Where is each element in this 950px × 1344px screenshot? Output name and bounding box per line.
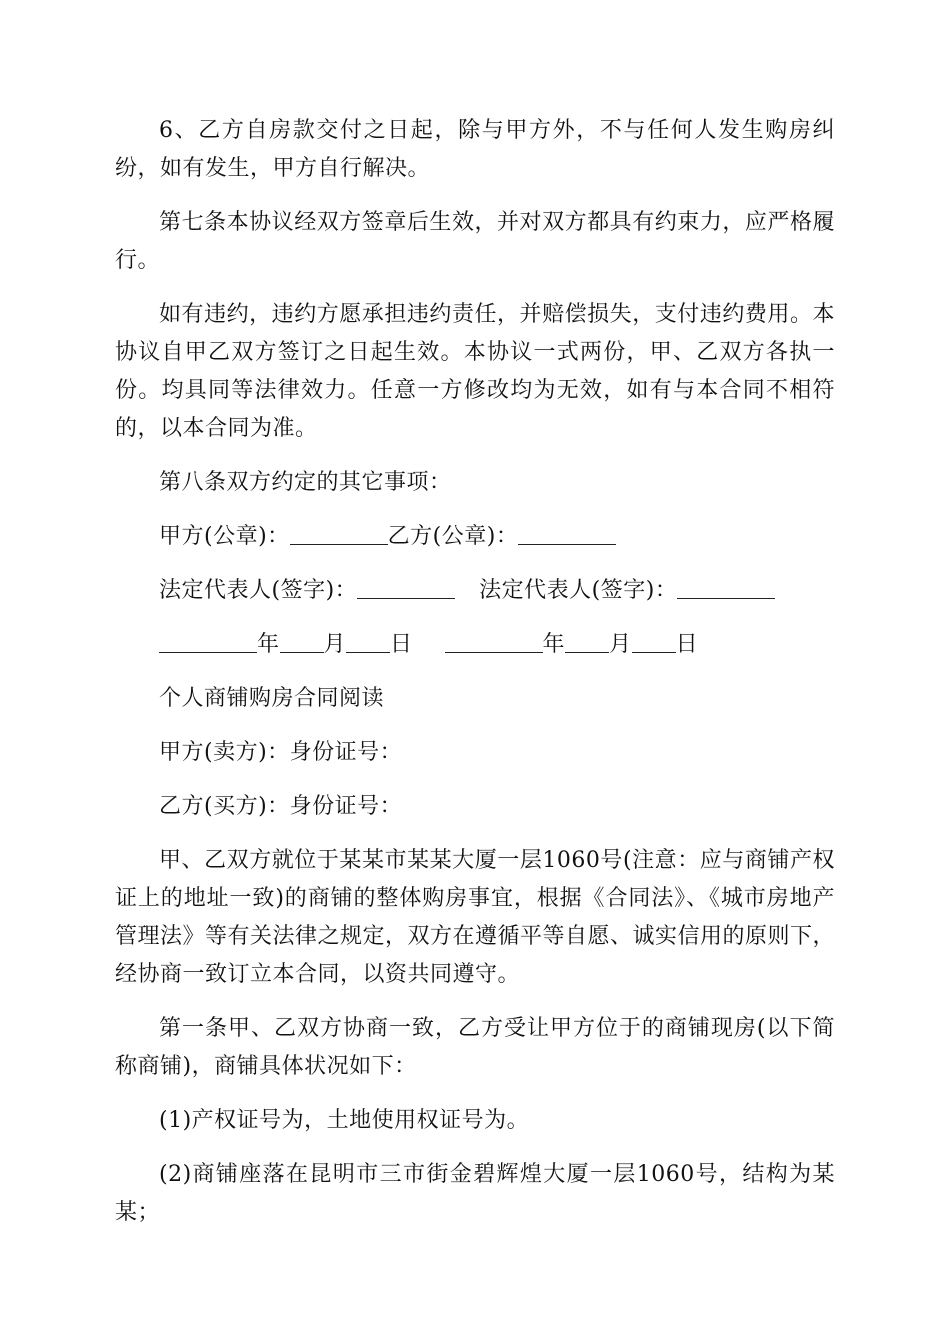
date-a-year-label: 年 [257, 632, 280, 657]
party-a-seal-label: 甲方(公章)： [159, 524, 290, 549]
date-b-day-blank [632, 630, 676, 653]
date-a-month-label: 月 [323, 632, 347, 657]
party-a-rep-label: 法定代表人(签字)： [159, 578, 358, 603]
paragraph-article-7: 第七条本协议经双方签章后生效，并对双方都具有约束力，应严格履行。 [115, 210, 835, 273]
paragraph-article-8: 第八条双方约定的其它事项： [159, 470, 452, 495]
party-a-seal-blank [290, 522, 388, 545]
seal-line [115, 518, 835, 556]
party-b-seal-blank [518, 522, 616, 545]
party-b-rep-label: 法定代表人(签字)： [479, 578, 678, 603]
date-b-year-label: 年 [542, 632, 566, 657]
date-a-day-label: 日 [390, 632, 413, 657]
date-b-day-label: 日 [675, 632, 699, 657]
date-a-month-blank [280, 630, 324, 653]
date-a-year-blank [159, 630, 257, 653]
paragraph-breach: 如有违约，违约方愿承担违约责任，并赔偿损失，支付违约费用。本协议自甲乙双方签订之日起生效。本协议一式两份，甲、乙双方各执一份。均具同等法律效力。任意一方修改均为无效，如有与本合同不相符的，以本合同为准。 [115, 302, 835, 441]
paragraph-clause-6: 6、乙方自房款交付之日起，除与甲方外，不与任何人发生购房纠纷，如有发生，甲方自行解决。 [115, 118, 835, 181]
section-title: 个人商铺购房合同阅读 [159, 686, 385, 711]
date-b-month-blank [565, 630, 609, 653]
party-a-rep-blank [357, 576, 455, 599]
document-body [115, 112, 835, 1232]
date-a-day-blank [346, 630, 390, 653]
date-line [115, 626, 835, 664]
date-b-year-blank [445, 630, 543, 653]
party-b-seal-label: 乙方(公章)： [387, 524, 519, 549]
paragraph-article-1: 第一条甲、乙双方协商一致，乙方受让甲方位于的商铺现房(以下简称商铺)，商铺具体状况如下： [115, 1016, 835, 1079]
representative-line [115, 572, 835, 610]
paragraph-preamble: 甲、乙双方就位于某某市某某大厦一层1060号(注意：应与商铺产权证上的地址一致)的商铺的整体购房事宜，根据《合同法》、《城市房地产管理法》等有关法律之规定，双方在遵循平等自愿、诚实信用的原则下，经协商一致订立本合同，以资共同遵守。 [115, 848, 836, 987]
paragraph-item-1: (1)产权证号为，土地使用权证号为。 [159, 1108, 530, 1133]
paragraph-item-2: (2)商铺座落在昆明市三市街金碧辉煌大厦一层1060号，结构为某某； [115, 1162, 835, 1225]
buyer-line: 乙方(买方)：身份证号： [159, 794, 403, 819]
seller-line: 甲方(卖方)：身份证号： [159, 740, 403, 765]
party-b-rep-blank [677, 576, 775, 599]
date-b-month-label: 月 [609, 632, 632, 657]
